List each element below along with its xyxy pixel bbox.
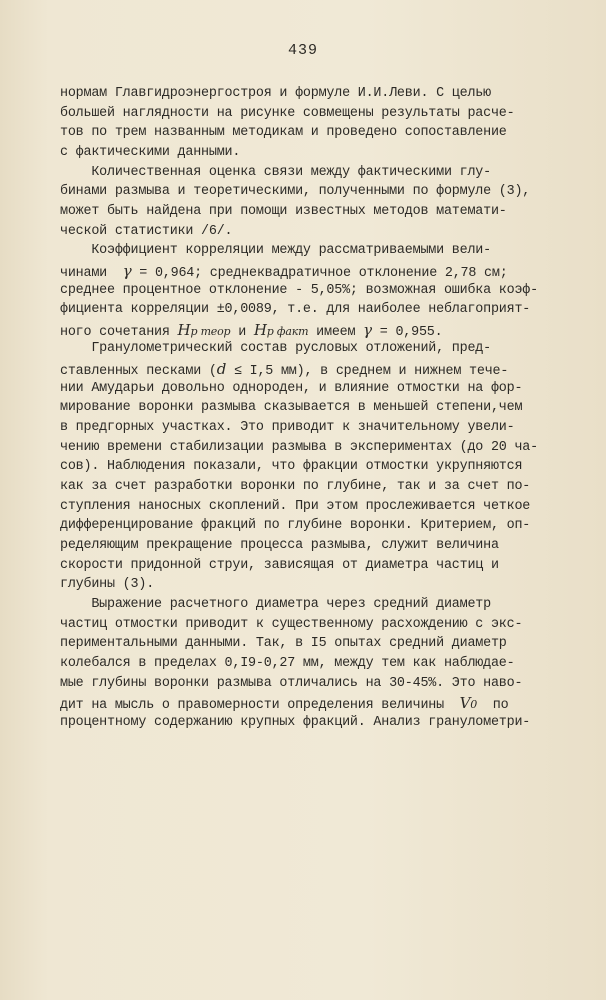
text-line: колебался в пределах 0,I9-0,27 мм, между тем как наблюдае- <box>60 656 515 671</box>
text-line: ставленных песками (d ≤ I,5 мм), в среднем и нижнем тече- <box>60 360 509 379</box>
text-line: Количественная оценка связи между фактическими глу- <box>60 165 491 180</box>
text-line: Выражение расчетного диаметра через средний диаметр <box>60 597 491 612</box>
text-line: в предгорных участках. Это приводит к значительному увели- <box>60 420 515 435</box>
text-line: Коэффициент корреляции между рассматриваемыми вели- <box>60 243 491 258</box>
text-line: как за счет разработки воронки по глубине, так и за счет по- <box>60 479 531 494</box>
text-line: дифференцирование фракций по глубине воронки. Критерием, оп- <box>60 518 531 533</box>
text-line: глубины (3). <box>60 577 155 592</box>
depth-actual-symbol: Hр факт <box>253 321 309 339</box>
text-line: может быть найдена при помощи известных методов математи- <box>60 204 507 219</box>
text-line: Гранулометрический состав русловых отложений, пред- <box>60 341 491 356</box>
text-line: ного сочетания Hр теор и Hр факт имеем γ = 0,955. <box>60 321 443 340</box>
text-line: большей наглядности на рисунке совмещены результаты расче- <box>60 106 515 121</box>
text-line: среднее процентное отклонение - 5,05%; возможная ошибка коэф- <box>60 283 538 298</box>
text-line: дит на мысль о правомерности определения величины V0 по <box>60 694 509 713</box>
text-line: чению времени стабилизации размыва в экспериментах (до 20 ча- <box>60 440 538 455</box>
text-line: ределяющим прекращение процесса размыва, служит величина <box>60 538 499 553</box>
text-line: мые глубины воронки размыва отличались на 30-45%. Это наво- <box>60 676 523 691</box>
text-line: мирование воронки размыва сказывается в меньшей степени,чем <box>60 400 523 415</box>
text-line: периментальными данными. Так, в I5 опытах средний диаметр <box>60 636 507 651</box>
text-line: скорости придонной струи, зависящая от диаметра частиц и <box>60 558 499 573</box>
text-line: нии Амударьи довольно однороден, и влияние отмостки на фор- <box>60 381 523 396</box>
correlation-symbol: γ <box>363 321 372 339</box>
text-line: бинами размыва и теоретическими, полученными по формуле (3), <box>60 184 531 199</box>
depth-theoretical-symbol: Hр теор <box>177 321 231 339</box>
correlation-symbol: γ <box>122 262 132 280</box>
text-line: ческой статистики /6/. <box>60 224 233 239</box>
page-number: 439 <box>287 42 318 59</box>
text-line: с фактическими данными. <box>60 145 241 160</box>
text-line: процентному содержанию крупных фракций. Анализ гранулометри- <box>60 715 531 730</box>
text-line: тов по трем названным методикам и проведено сопоставление <box>60 125 507 140</box>
diameter-symbol: d <box>216 360 227 378</box>
text-line: ступления наносных скоплений. При этом прослеживается четкое <box>60 499 531 514</box>
text-line: чинами γ = 0,964; среднеквадратичное отклонение 2,78 см; <box>60 262 508 281</box>
text-line: частиц отмостки приводит к существенному расхождению с экс- <box>60 617 523 632</box>
text-line: нормам Главгидроэнергостроя и формуле И.И.Леви. С целью <box>60 86 491 101</box>
text-line: фициента корреляции ±0,0089, т.е. для наиболее неблагоприят- <box>60 302 531 317</box>
text-line: сов). Наблюдения показали, что фракции отмостки укрупняются <box>60 459 523 474</box>
velocity-symbol: V0 <box>459 694 478 712</box>
